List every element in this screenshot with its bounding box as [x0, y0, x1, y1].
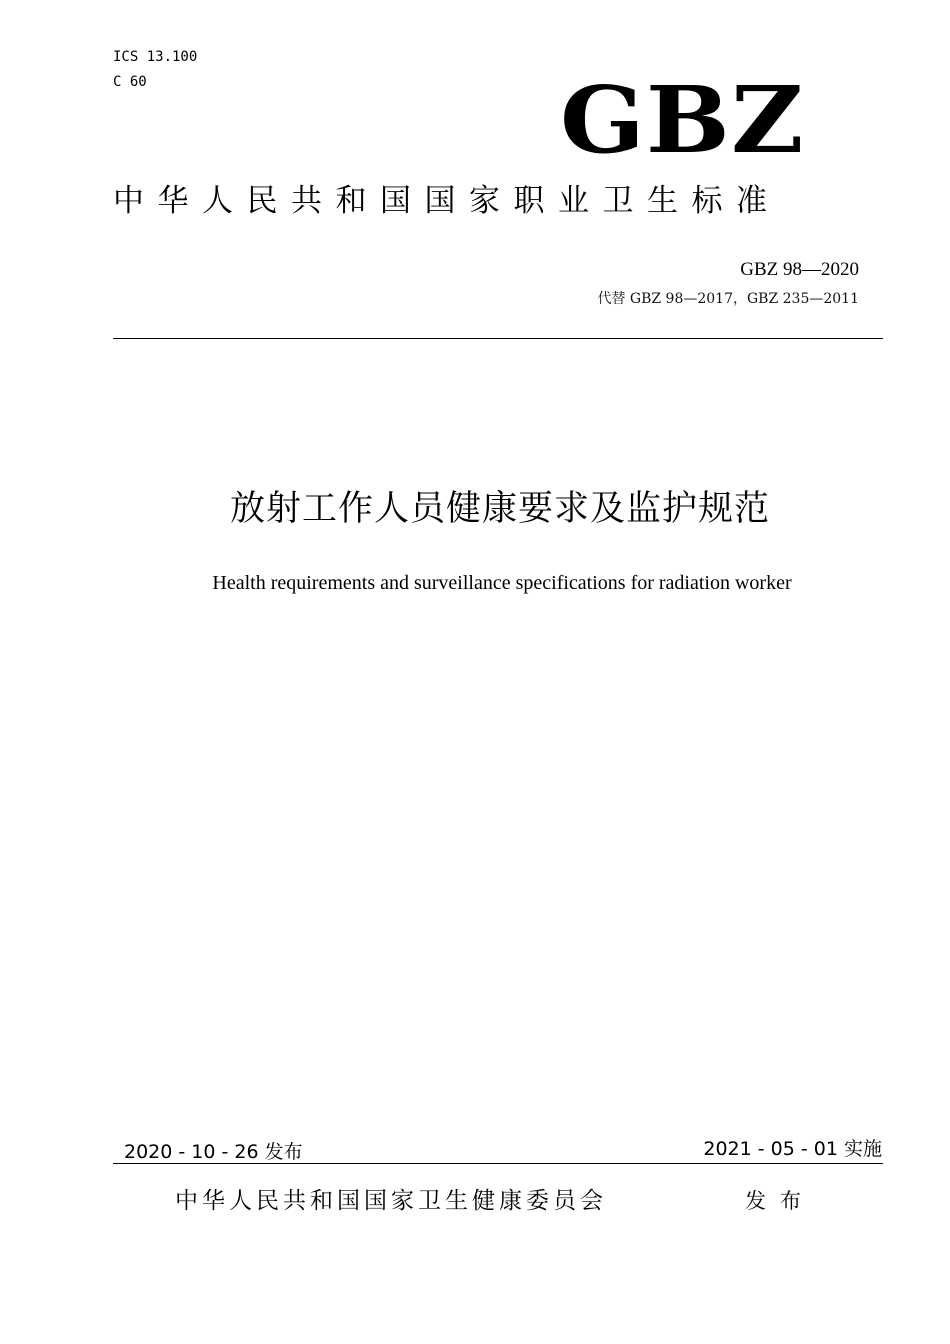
- implementation-date: 2021 - 05 - 01 实施: [703, 1138, 882, 1160]
- issue-action: 发布: [745, 1189, 815, 1213]
- document-title-chinese: 放射工作人员健康要求及监护规范: [229, 489, 770, 529]
- replaces-standards: 代替 GBZ 98—2017，GBZ 235—2011: [597, 291, 859, 307]
- ics-code: ICS 13.100: [113, 49, 198, 65]
- top-divider: [113, 338, 883, 339]
- ccs-code: C 60: [113, 74, 147, 90]
- bottom-divider: [113, 1163, 883, 1164]
- issuing-authority: 中华人民共和国国家卫生健康委员会: [175, 1188, 607, 1214]
- gbz-logo: GBZ: [560, 66, 805, 174]
- document-title-english: Health requirements and surveillance specifications for radiation worker: [212, 572, 792, 594]
- national-standard-name: 中华人民共和国国家职业卫生标准: [113, 183, 781, 219]
- standard-number: GBZ 98—2020: [740, 259, 859, 280]
- issue-date: 2020 - 10 - 26 发布: [124, 1141, 303, 1163]
